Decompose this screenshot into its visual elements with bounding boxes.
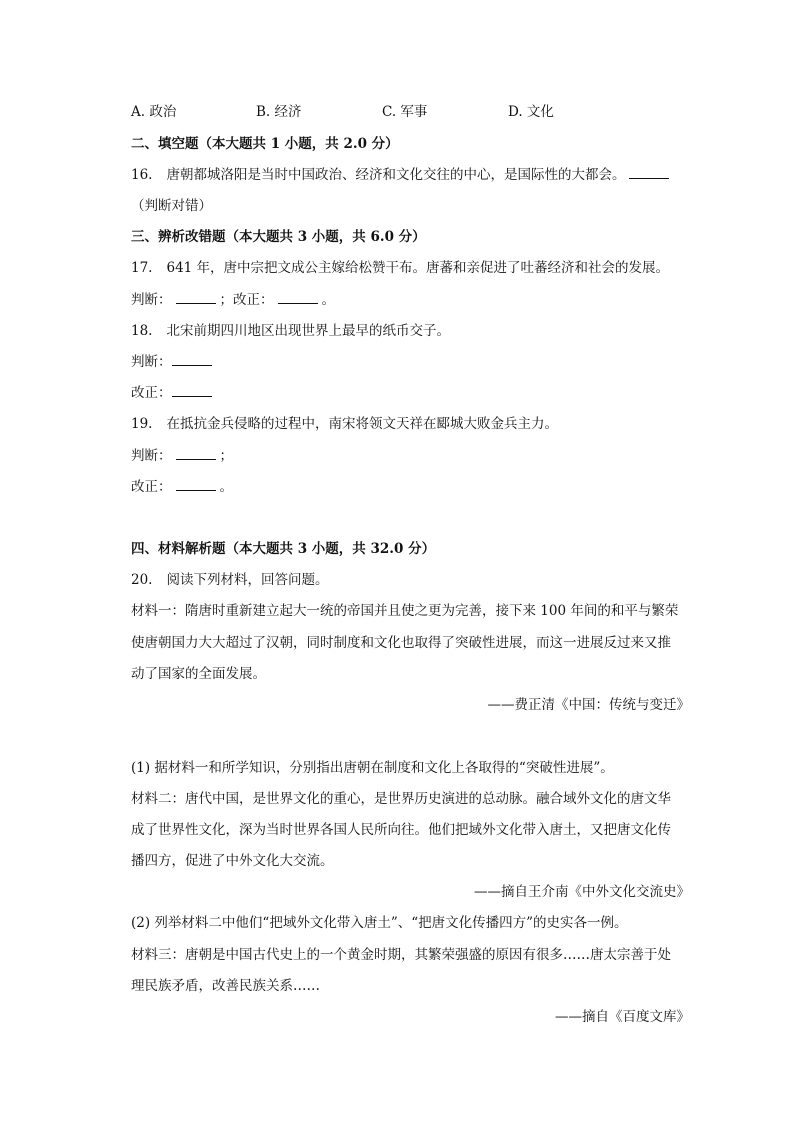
option-b: B. 经济 [256, 104, 302, 120]
fix-blank[interactable] [176, 478, 216, 491]
fix-label: ；改正： [219, 292, 274, 308]
end-mark: 。 [321, 292, 335, 308]
material-2-line-2: 成了世界性文化，深为当时世界各国人民所向往。他们把域外文化带入唐土，又把唐文化传 [131, 822, 671, 838]
question-19-fix [131, 478, 233, 496]
fix-label: 改正： [131, 385, 172, 401]
material-2-line-1: 材料二：唐代中国，是世界文化的重心，是世界历史演进的总动脉。融合域外文化的唐文华 [131, 791, 671, 807]
sub-question-1: (1) 据材料一和所学知识，分别指出唐朝在制度和文化上各取得的“突破性进展”。 [131, 760, 614, 776]
question-17-answer [131, 291, 335, 309]
material-1-line-3: 动了国家的全面发展。 [131, 666, 266, 682]
material-2-line-3: 播四方，促进了中外文化大交流。 [131, 853, 334, 869]
material-1-line-2: 使唐朝国力大大超过了汉朝，同时制度和文化也取得了突破性进展，而这一进展反过来又推 [131, 635, 671, 651]
question-19-judge [131, 447, 233, 465]
fix-label: 改正： [131, 479, 172, 495]
judge-blank[interactable] [176, 291, 216, 304]
end-mark: 。 [219, 479, 233, 495]
question-number: 17. [131, 260, 153, 276]
question-16 [131, 166, 673, 184]
question-number: 20. [131, 572, 153, 588]
fix-blank[interactable] [172, 384, 212, 397]
question-number: 19. [131, 416, 153, 432]
question-18 [131, 322, 450, 340]
question-text: 北宋前期四川地区出现世界上最早的纸币交子。 [166, 323, 450, 339]
question-text: 641 年，唐中宗把文成公主嫁给松赞干布。唐蕃和亲促进了吐蕃经济和社会的发展。 [166, 260, 670, 276]
question-text: 阅读下列材料，回答问题。 [166, 572, 329, 588]
judge-blank[interactable] [172, 353, 212, 366]
answer-blank[interactable] [629, 166, 669, 179]
material-2-source: ——摘自王介南《中外文化交流史》 [474, 884, 690, 900]
question-18-judge [131, 353, 216, 371]
section-title-fill-blank: 二、填空题（本大题共 1 小题，共 2.0 分） [131, 136, 399, 152]
material-3-line-2: 理民族矛盾，改善民族关系…… [131, 978, 320, 994]
question-17 [131, 259, 669, 277]
sub-question-2: (2) 列举材料二中他们“把域外文化带入唐土”、“把唐文化传播四方”的史实各一例。 [131, 915, 628, 931]
question-text: 在抵抗金兵侵略的过程中，南宋将领文天祥在郾城大败金兵主力。 [166, 416, 558, 432]
judge-label: 判断： [131, 354, 172, 370]
end-mark: ； [219, 448, 233, 464]
option-c: C. 军事 [382, 104, 428, 120]
question-text: 唐朝都城洛阳是当时中国政治、经济和文化交往的中心，是国际性的大都会。 [166, 167, 626, 183]
material-1-line-1: 材料一：隋唐时重新建立起大一统的帝国并且使之更为完善，接下来 100 年间的和平与繁荣 [131, 603, 679, 619]
section-title-correction: 三、辨析改错题（本大题共 3 小题，共 6.0 分） [131, 229, 426, 245]
question-number: 18. [131, 323, 153, 339]
option-a: A. 政治 [131, 104, 177, 120]
material-3-source: ——摘自《百度文库》 [555, 1009, 690, 1025]
judge-blank[interactable] [176, 447, 216, 460]
question-18-fix [131, 384, 216, 402]
section-title-material: 四、材料解析题（本大题共 3 小题，共 32.0 分） [131, 541, 436, 557]
question-20 [131, 571, 328, 589]
material-3-line-1: 材料三：唐朝是中国古代史上的一个黄金时期，其繁荣强盛的原因有很多……唐太宗善于处 [131, 947, 671, 963]
material-1-source: ——费正清《中国：传统与变迁》 [487, 697, 690, 713]
judge-label: 判断： [131, 292, 172, 308]
judge-label: 判断： [131, 448, 172, 464]
fix-blank[interactable] [278, 291, 318, 304]
question-number: 16. [131, 167, 153, 183]
question-19 [131, 415, 558, 433]
option-d: D. 文化 [508, 104, 554, 120]
question-16-note: （判断对错） [131, 198, 212, 214]
